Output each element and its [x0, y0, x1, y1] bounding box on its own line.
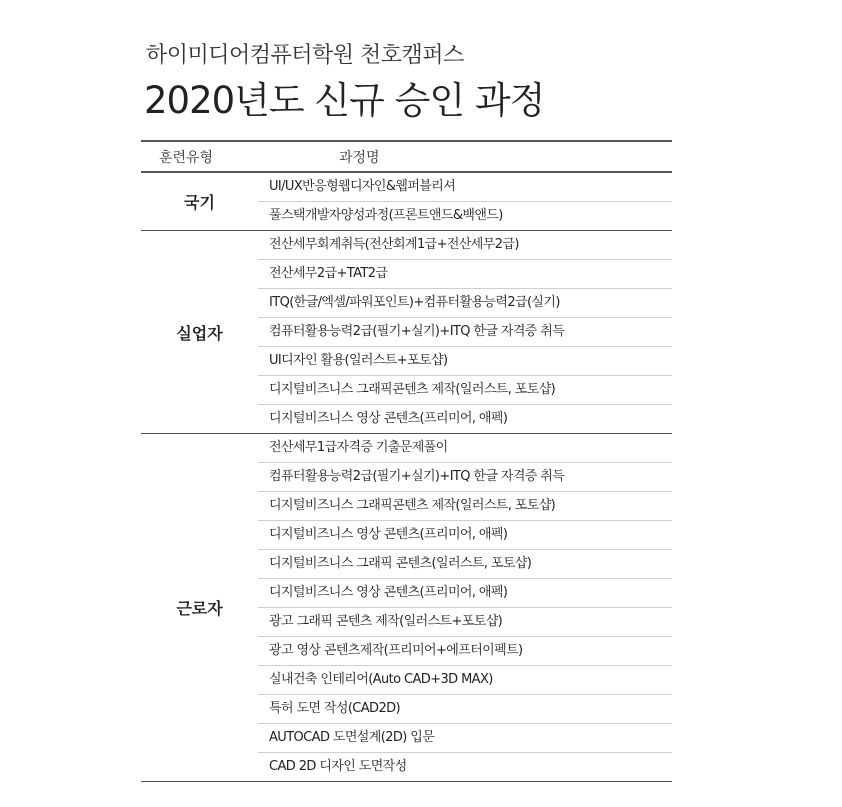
table-row: 전산세무회계취득(전산회계1급+전산세무2급): [258, 231, 672, 260]
group-label: 국기: [184, 193, 215, 212]
group-national: [141, 173, 672, 231]
table-row: 디지털비즈니스 영상 콘텐츠(프리미어, 애펙): [269, 411, 508, 426]
course-table: [141, 140, 672, 782]
group-employed: [141, 434, 672, 782]
table-row: 풀스택개발자양성과정(프론트앤드&백앤드): [269, 208, 503, 223]
table-row: 디지털비즈니스 영상 콘텐츠(프리미어, 애펙): [258, 579, 672, 608]
table-row: 디지털비즈니스 영상 콘텐츠(프리미어, 애펙): [258, 521, 672, 550]
group-rows: [258, 231, 672, 433]
group-label: 근로자: [176, 599, 223, 618]
table-row: 특허 도면 작성(CAD2D): [258, 695, 672, 724]
group-unemployed: [141, 231, 672, 434]
table-row: 디지털비즈니스 그래픽콘텐츠 제작(일러스트, 포토샵): [258, 492, 672, 521]
table-row: 전산세무2급+TAT2급: [258, 260, 672, 289]
table-row: 디지털비즈니스 그래픽콘텐츠 제작(일러스트, 포토샵): [258, 376, 672, 405]
column-header-type: 훈련유형: [158, 149, 214, 166]
table-row: 디지털비즈니스 그래픽 콘텐츠(일러스트, 포토샵): [258, 550, 672, 579]
table-row: AUTOCAD 도면설계(2D) 입문: [258, 724, 672, 753]
table-row: 컴퓨터활용능력2급(필기+실기)+ITQ 한글 자격증 취득: [258, 318, 672, 347]
table-row: 실내건축 인테리어(Auto CAD+3D MAX): [258, 666, 672, 695]
table-row: CAD 2D 디자인 도면작성: [269, 759, 407, 774]
table-header: [141, 142, 672, 173]
table-row: ITQ(한글/엑셀/파워포인트)+컴퓨터활용능력2급(실기): [258, 289, 672, 318]
table-row: UI/UX반응형웹디자인&웹퍼블리셔: [258, 173, 672, 202]
table-row: 광고 영상 콘텐츠제작(프리미어+에프터이펙트): [258, 637, 672, 666]
page-title: 2020년도 신규 승인 과정: [144, 79, 545, 122]
table-row: 전산세무1급자격증 기출문제풀이: [258, 434, 672, 463]
group-label: 실업자: [176, 323, 223, 343]
table-row: 광고 그래픽 콘텐츠 제작(일러스트+포토샵): [258, 608, 672, 637]
column-header-course: 과정명: [339, 149, 380, 166]
group-rows: [258, 434, 672, 781]
group-rows: [258, 173, 672, 230]
table-row: UI디자인 활용(일러스트+포토샵): [258, 347, 672, 376]
academy-subtitle: 하이미디어컴퓨터학원 천호캠퍼스: [146, 43, 464, 68]
table-row: 컴퓨터활용능력2급(필기+실기)+ITQ 한글 자격증 취득: [258, 463, 672, 492]
